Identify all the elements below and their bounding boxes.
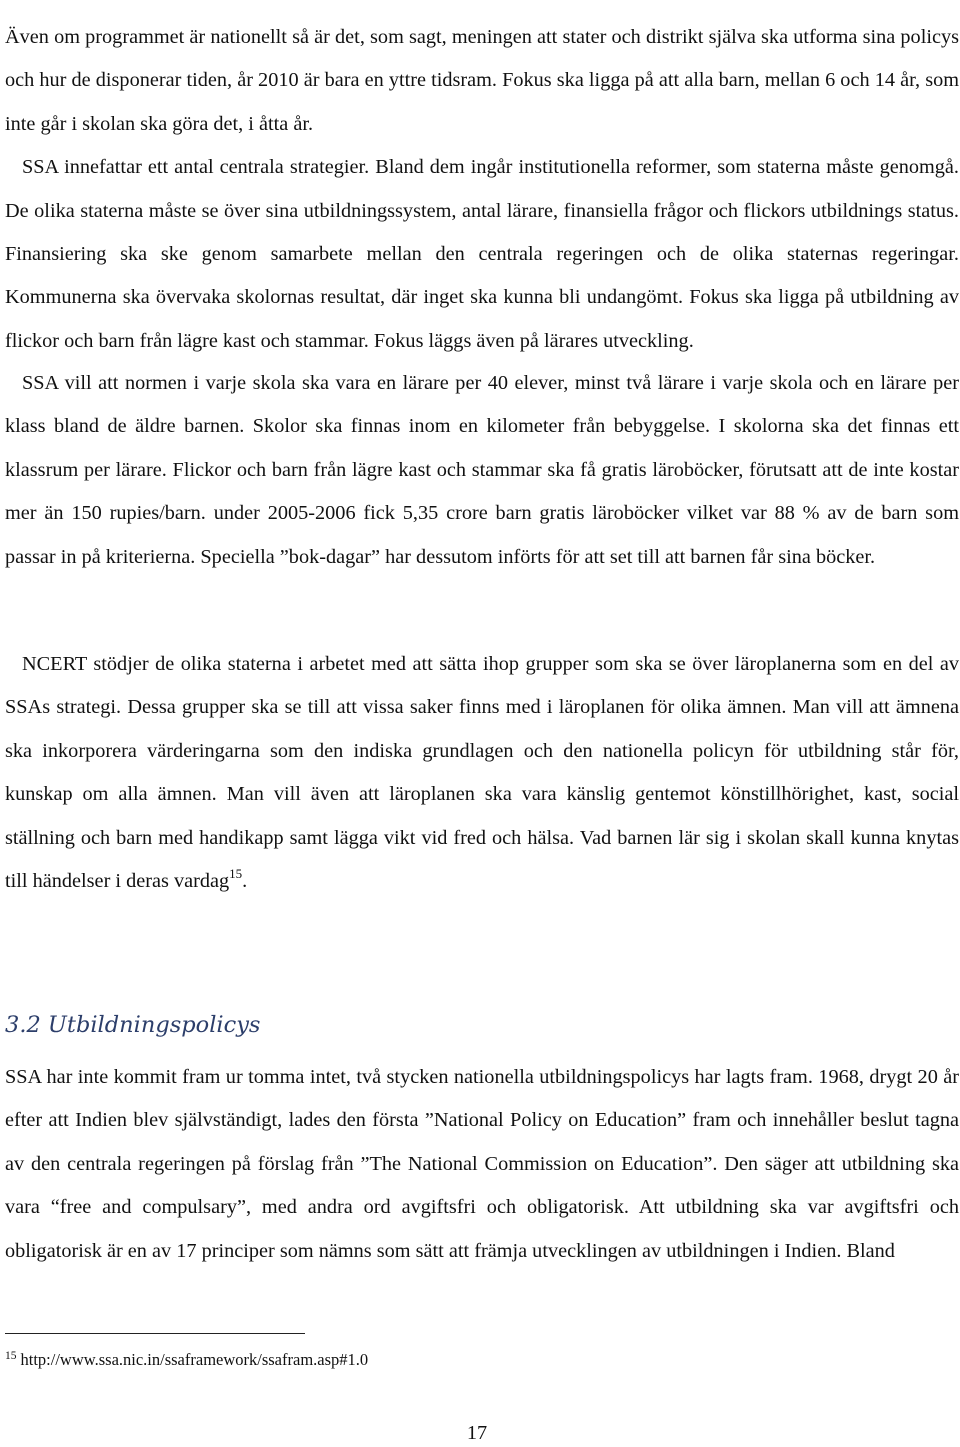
paragraph-text: Även om programmet är nationellt så är det, som sagt, meningen att stater och distrikt själva ska utforma sina policys och hur de disponerar tiden, år 2010 är bara en yttre tidsram. Fokus ska ligga på att alla barn, mellan 6 och 14 år, som inte går i skolan ska göra det, i åtta år. (5, 26, 959, 135)
paragraph-ncert-curriculum (5, 643, 959, 903)
paragraph-text: NCERT stödjer de olika staterna i arbetet med att sätta ihop grupper som ska se över läroplanerna som en del av SSAs strategi. Dessa grupper ska se till att vissa saker finns med i läroplanen för olika ämnen. Man vill att ämnena ska inkorporera värderingarna som den indiska grundlagen och den nationella policyn för utbildning står för, kunskap om alla ämnen. Man vill även att läroplanen ska vara känslig gentemot könstillhörighet, kast, social ställning och barn med handikapp samt lägga vikt vid fred och hälsa. Vad barnen lär sig i skolan skall kunna knytas till händelser i deras vardag (5, 653, 959, 893)
footnote (5, 1348, 368, 1372)
paragraph-education-policies: SSA har inte kommit fram ur tomma intet, två stycken nationella utbildningspolicys har lagts fram. 1968, drygt 20 år efter att Indien blev självständigt, lades den första ”National Policy on Education” fram och innehåller beslut tagna av den centrala regeringen på förslag från ”The National Commission on Education”. Den säger att utbildning ska vara “free and compulsary”, med andra ord avgiftsfri och obligatorisk. Att utbildning ska var avgiftsfri och obligatorisk är en av 17 principer som nämns som sätt att främja utvecklingen av utbildningen i Indien. Bland (5, 1066, 959, 1262)
footnote-link[interactable]: http://www.ssa.nic.in/ssaframework/ssafram.asp#1.0 (20, 1350, 369, 1369)
paragraph-school-norms: SSA vill att normen i varje skola ska vara en lärare per 40 elever, minst två lärare i varje skola och en lärare per klass bland de äldre barnen. Skolor ska finnas inom en kilometer från bebyggelse. I skolorna ska det finnas ett klassrum per lärare. Flickor och barn från lägre kast och stammar ska få gratis läroböcker, förutsatt att de inte kostar mer än 150 rupies/barn. under 2005-2006 fick 5,35 crore barn gratis läroböcker vilket var 88 % av de barn som passar in på kriterierna. Speciella ”bok-dagar” har dessutom införts för att set till att barnen får sina böcker. (5, 372, 959, 568)
paragraph-end: . (242, 870, 248, 893)
footnote-reference[interactable]: 15 (229, 866, 243, 882)
section-heading: 3.2 Utbildningspolicys (5, 1012, 261, 1038)
footnote-divider (5, 1333, 305, 1334)
document-page (5, 0, 959, 1444)
page-number: 17 (466, 1422, 488, 1444)
paragraph-text: SSA innefattar ett antal centrala strategier. Bland dem ingår institutionella reformer, som staterna måste genomgå. De olika staterna måste se över sina utbildningssystem, antal lärare, finansiella frågor och flickors utbildnings status. Finansiering ska ske genom samarbete mellan den centrala regeringen och de olika staternas regeringar. Kommunerna ska övervaka skolornas resultat, där inget ska kunna bli undangömt. Fokus ska ligga på utbildning av flickor och barn från lägre kast och stammar. Fokus läggs även på lärares utveckling. (5, 156, 959, 352)
footnote-number: 15 (5, 1350, 17, 1362)
paragraph-program-overview (5, 16, 959, 363)
